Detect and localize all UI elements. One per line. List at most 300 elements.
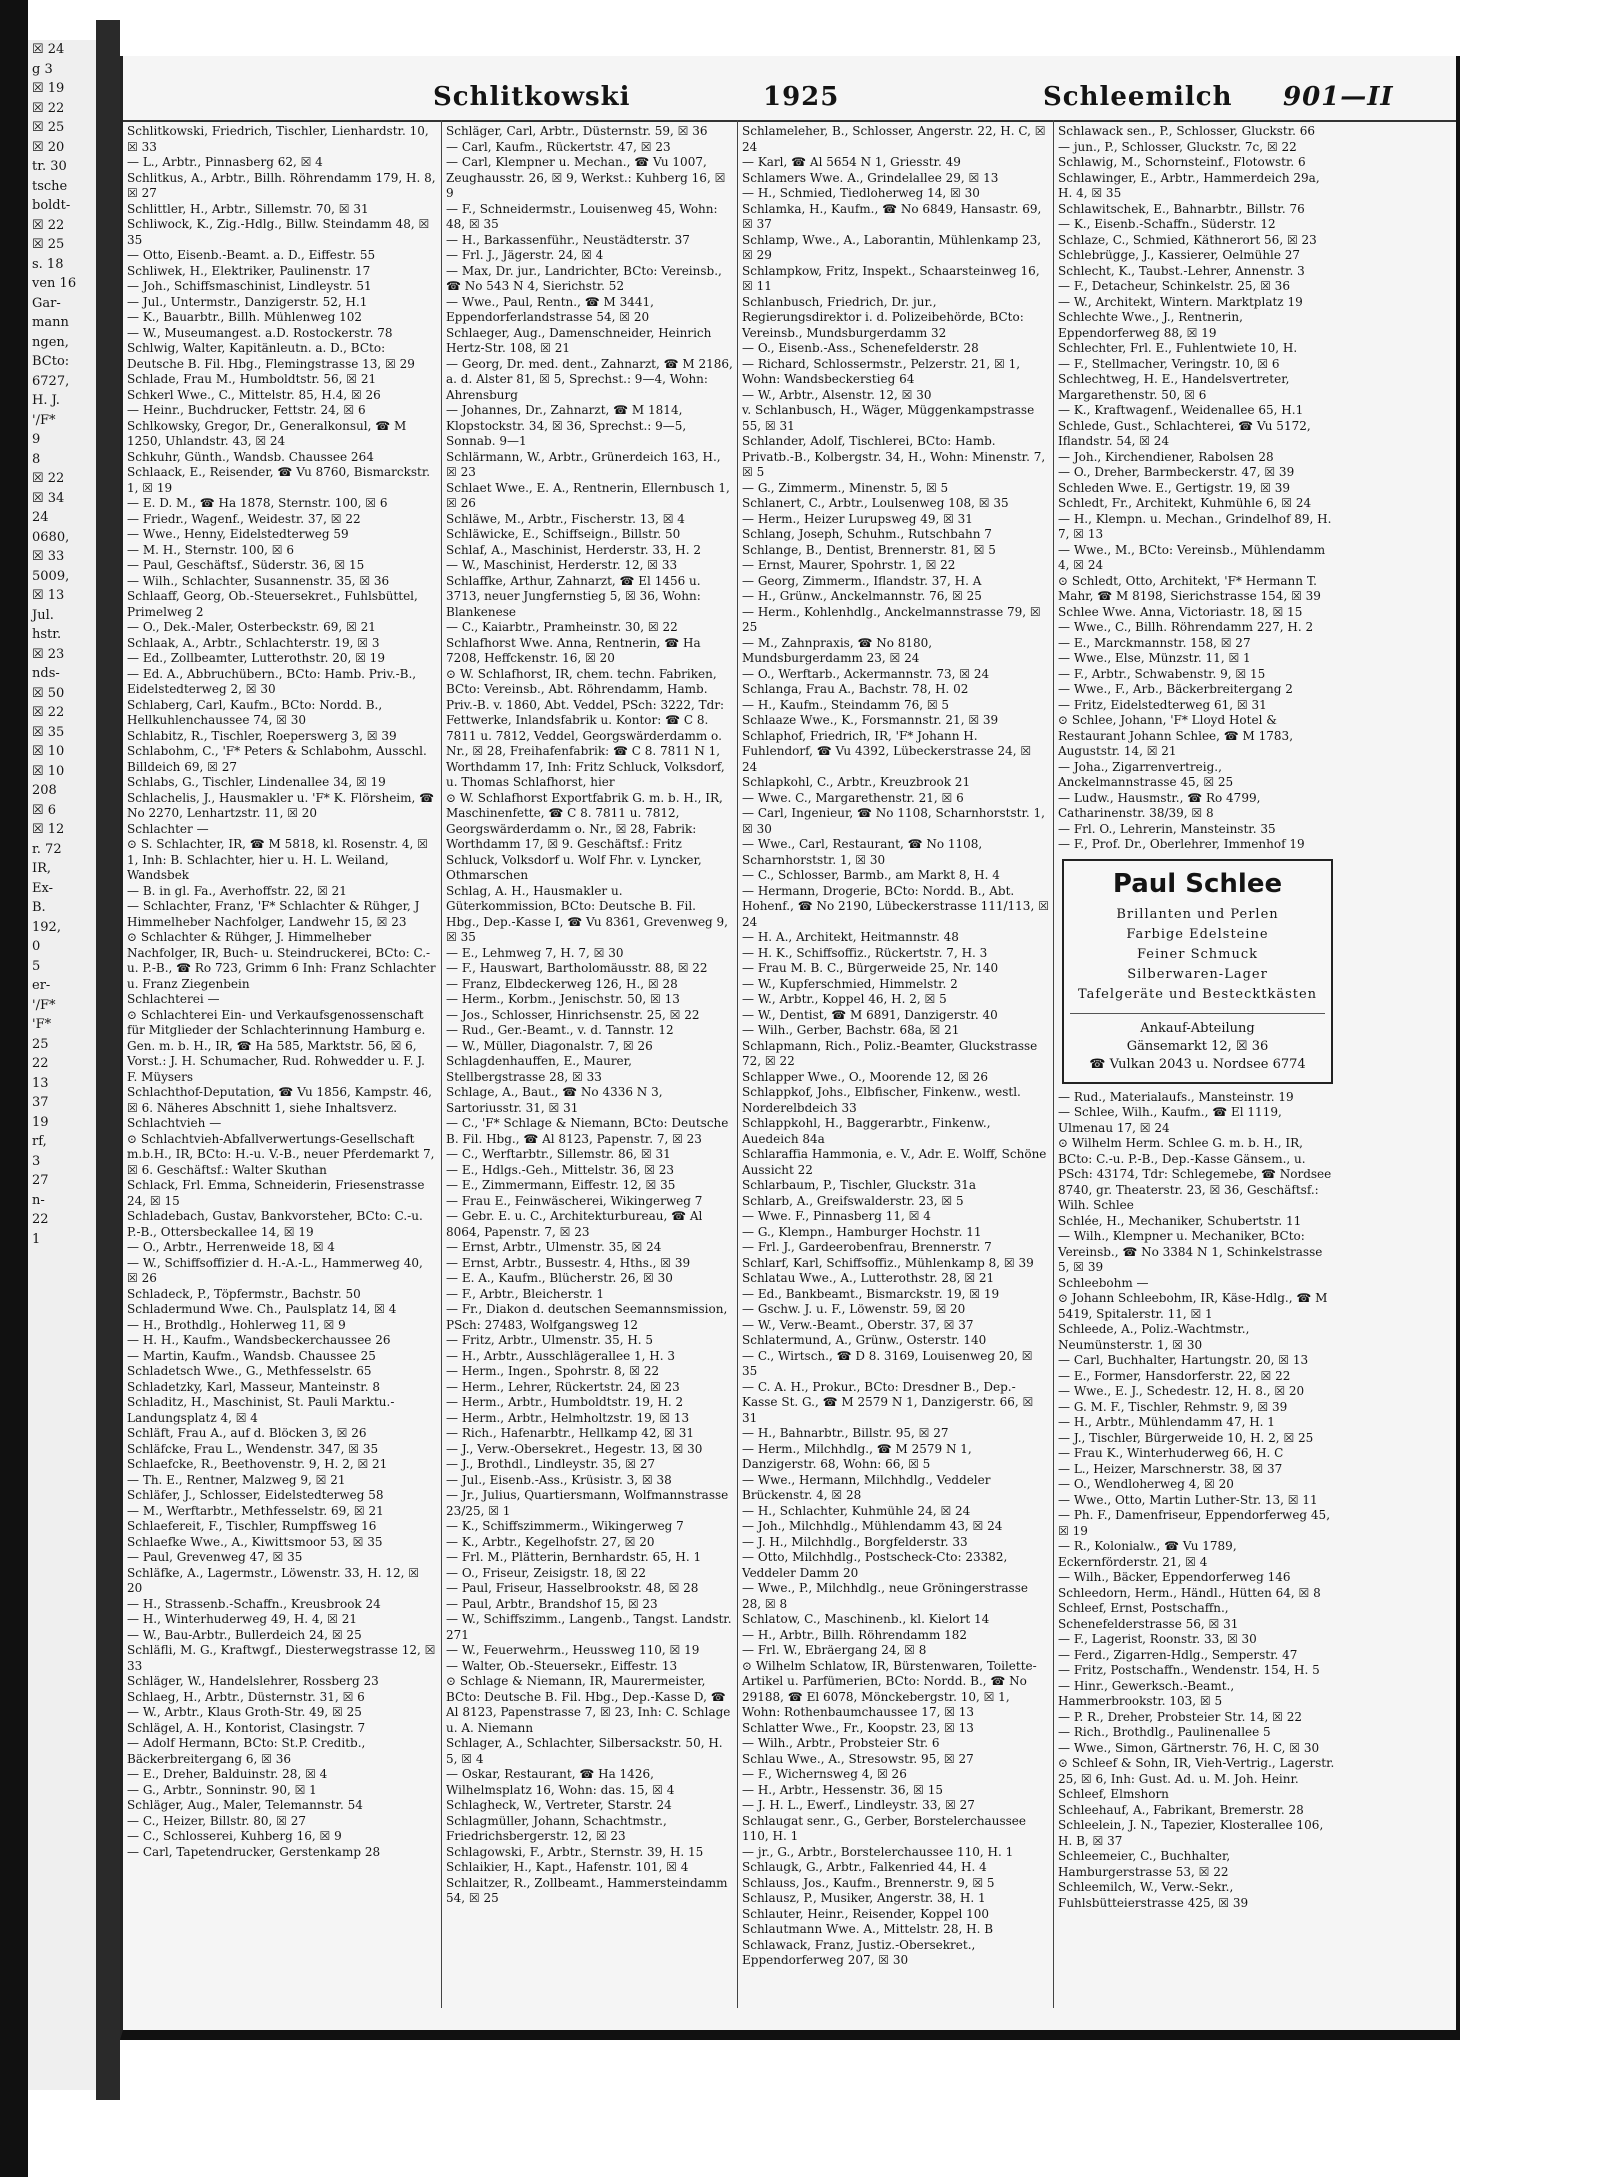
directory-entry: Schlaet Wwe., E. A., Rentnerin, Ellernbusch 1, ☒ 26 xyxy=(446,480,730,510)
directory-entry: Schlatow, C., Maschinenb., kl. Kielort 14 xyxy=(742,1612,990,1626)
directory-entry: Schläger, Carl, Arbtr., Düsternstr. 59, ☒ 36 xyxy=(446,124,708,138)
directory-entry: — Ferd., Zigarren-Hdlg., Semperstr. 47 xyxy=(1058,1647,1298,1662)
previous-page-text-fragment: 192, xyxy=(32,919,61,935)
directory-entry: — Frl. J., Jägerstr. 24, ☒ 4 xyxy=(446,248,604,262)
directory-entry: — Wwe., E. J., Schedestr. 12, H. 8., ☒ 20 xyxy=(1058,1384,1305,1398)
directory-entry: Schladermund Wwe. Ch., Paulsplatz 14, ☒ 4 xyxy=(127,1302,397,1316)
directory-entry: Schlwig, Walter, Kapitänleutn. a. D., BCto: Deutsche B. Fil. Hbg., Flemingstrasse 13, ☒ 29 xyxy=(127,341,415,371)
directory-entry: — E. D. M., ☎ Ha 1878, Sternstr. 100, ☒ 6 xyxy=(127,496,388,510)
directory-entry: — Rich., Hafenarbtr., Hellkamp 42, ☒ 31 xyxy=(446,1426,695,1440)
directory-entry: ⊙ Schleef & Sohn, IR, Vieh-Vertrig., Lagerstr. 25, ☒ 6, Inh: Gust. Ad. u. M. Joh. Heinr. Schleef, Elmshorn xyxy=(1058,1756,1335,1801)
directory-entry: — Carl, Buchhalter, Hartungstr. 20, ☒ 13 xyxy=(1058,1353,1309,1367)
directory-entry: — E. A., Kaufm., Blücherstr. 26, ☒ 30 xyxy=(446,1271,673,1285)
directory-entry: Schlager, A., Schlachter, Silbersackstr. 50, H. 5, ☒ 4 xyxy=(446,1736,723,1766)
directory-entry: — J. H. L., Ewerf., Lindleystr. 33, ☒ 27 xyxy=(742,1798,975,1812)
directory-entry: — Frl. J., Gardeerobenfrau, Brennerstr. 7 xyxy=(742,1240,992,1254)
directory-entry: — Franz, Elbdeckerweg 126, H., ☒ 28 xyxy=(446,976,678,991)
page-number: 901—II xyxy=(1283,82,1394,112)
directory-entry: Schladitz, H., Maschinist, St. Pauli Marktu.-Landungsplatz 4, ☒ 4 xyxy=(127,1395,395,1425)
previous-page-text-fragment: ☒ 13 xyxy=(32,588,65,603)
directory-entry: — K., Bauarbtr., Billh. Mühlenweg 102 xyxy=(127,310,363,324)
directory-entry: Schlaeg, H., Arbtr., Düsternstr. 31, ☒ 6 xyxy=(127,1689,365,1704)
directory-entry: Schlamers Wwe. A., Grindelallee 29, ☒ 13 xyxy=(742,170,999,185)
directory-entry: Schleehauf, A., Fabrikant, Bremerstr. 28 xyxy=(1058,1802,1304,1817)
previous-page-text-fragment: hstr. xyxy=(32,627,62,642)
directory-entry: — Carl, Tapetendrucker, Gerstenkamp 28 xyxy=(127,1844,381,1859)
directory-entry: Schlabitz, R., Tischler, Roeperswerg 3, ☒ 39 xyxy=(127,728,397,743)
directory-entry: — Gebr. E. u. C., Architekturbureau, ☎ Al 8064, Papenstr. 7, ☒ 23 xyxy=(446,1209,703,1239)
directory-entry: Schlaitzer, R., Zollbeamt., Hammersteindamm 54, ☒ 25 xyxy=(446,1875,728,1905)
directory-entry: Schlaack, E., Reisender, ☎ Vu 8760, Bismarckstr. 1, ☒ 19 xyxy=(127,465,431,495)
previous-page-text-fragment: ven 16 xyxy=(32,276,77,291)
directory-entry: Schlebrügge, J., Kassierer, Oelmühle 27 xyxy=(1058,248,1301,262)
directory-entry: — Hinr., Gewerksch.-Beamt., Hammerbrookstr. 103, ☒ 5 xyxy=(1058,1678,1235,1708)
directory-entry: Schliwek, H., Elektriker, Paulinenstr. 17 xyxy=(127,263,371,278)
directory-entry: Schlachelis, J., Hausmakler u. 'F* K. Flörsheim, ☎ No 2270, Lenhartzstr. 11, ☒ 20 xyxy=(127,790,435,820)
directory-entry: Schläwe, M., Arbtr., Fischerstr. 13, ☒ 4 xyxy=(446,511,685,526)
directory-entry: Schlachthof-Deputation, ☎ Vu 1856, Kampstr. 46, ☒ 6. Näheres Abschnitt 1, siehe Inhaltsverz. xyxy=(127,1085,432,1115)
previous-page-text-fragment: tsche xyxy=(32,178,68,194)
directory-entry: Schlade, Frau M., Humboldtstr. 56, ☒ 21 xyxy=(127,372,377,386)
previous-page-text-fragment: 208 xyxy=(32,783,57,798)
directory-entry: — C. A. H., Prokur., BCto: Dresdner B., Dep.-Kasse St. G., ☎ M 2579 N 1, Danzigerstr. 66, ☒ 31 xyxy=(742,1379,1034,1425)
directory-entry: ⊙ Schlachtvieh-Abfallverwertungs-Gesellschaft m.b.H., IR, BCto: H.-u. V.-B., neuer Pferdemarkt 7, ☒ 6. Geschäftsf.: Walter Skuthan xyxy=(127,1131,435,1177)
directory-entry: — Wwe., Hermann, Milchhdlg., Veddeler Brückenstr. 4, ☒ 28 xyxy=(742,1472,991,1502)
directory-entry: — Heinr., Buchdrucker, Fettstr. 24, ☒ 6 xyxy=(127,403,366,417)
previous-page-text-fragment: ☒ 33 xyxy=(32,549,65,564)
directory-entry: — Paul, Friseur, Hasselbrookstr. 48, ☒ 28 xyxy=(446,1581,699,1595)
directory-entry: Schlaberg, Carl, Kaufm., BCto: Nordd. B., Hellkuhlenchaussee 74, ☒ 30 xyxy=(127,697,383,727)
directory-entry: — Wilh., Gerber, Bachstr. 68a, ☒ 21 xyxy=(742,1023,960,1037)
directory-entry: Schlaf, A., Maschinist, Herderstr. 33, H. 2 xyxy=(446,542,701,557)
previous-page-text-fragment: ☒ 35 xyxy=(32,724,65,740)
directory-entry: — O., Dreher, Barmbeckerstr. 47, ☒ 39 xyxy=(1058,465,1295,479)
directory-entry: Schläfcke, Frau L., Wendenstr. 347, ☒ 35 xyxy=(127,1441,379,1456)
directory-entry: Schlaraffia Hammonia, e. V., Adr. E. Wolff, Schöne Aussicht 22 xyxy=(742,1147,1047,1177)
previous-page-text-fragment: 22 xyxy=(32,1212,49,1227)
directory-entry: — G., Arbtr., Sonninstr. 90, ☒ 1 xyxy=(127,1782,317,1797)
directory-entry: — G., Klempn., Hamburger Hochstr. 11 xyxy=(742,1224,982,1239)
directory-entry: — O., Eisenb.-Ass., Schenefelderstr. 28 xyxy=(742,341,979,355)
directory-entry: Schläger, W., Handelslehrer, Rossberg 23 xyxy=(127,1674,379,1688)
previous-page-text-fragment: er- xyxy=(32,978,51,993)
directory-entry: — Joh., Kirchendiener, Rabolsen 28 xyxy=(1058,449,1274,464)
previous-page-text-fragment: B. xyxy=(32,900,46,915)
directory-entry: — Joh., Schiffsmaschinist, Lindleystr. 51 xyxy=(127,279,372,293)
directory-entry: Schlapmann, Rich., Poliz.-Beamter, Gluckstrasse 72, ☒ 22 xyxy=(742,1038,1038,1068)
previous-page-text-fragment: 24 xyxy=(32,510,49,525)
directory-entry: — M., Werftarbtr., Methfesselstr. 69, ☒ 21 xyxy=(127,1503,384,1518)
directory-entry: Schlaefke Wwe., A., Kiwittsmoor 53, ☒ 35 xyxy=(127,1534,383,1549)
directory-entry: Schlauter, Heinr., Reisender, Koppel 100 xyxy=(742,1906,990,1921)
directory-entry: Schlechter, Frl. E., Fuhlentwiete 10, H. xyxy=(1058,341,1298,355)
directory-entry: — Johannes, Dr., Zahnarzt, ☎ M 1814, Klopstockstr. 34, ☒ 36, Sprechst.: 9—5, Sonnab. 9—1 xyxy=(446,403,687,448)
directory-entry: — C., 'F* Schlage & Niemann, BCto: Deutsche B. Fil. Hbg., ☎ Al 8123, Papenstr. 7, ☒ 23 xyxy=(446,1116,729,1146)
directory-entry: — Frau E., Feinwäscherei, Wikingerweg 7 xyxy=(446,1193,703,1208)
previous-page-text-fragment: ☒ 10 xyxy=(32,763,65,779)
directory-entry: — G., Zimmerm., Minenstr. 5, ☒ 5 xyxy=(742,480,949,495)
directory-entry: — Rud., Materialaufs., Mansteinstr. 19 xyxy=(1058,1089,1294,1104)
directory-entry: — Jos., Schlosser, Hinrichsenstr. 25, ☒ 22 xyxy=(446,1007,700,1022)
directory-entry: — W., Arbtr., Koppel 46, H. 2, ☒ 5 xyxy=(742,992,947,1006)
column-4-entries-top xyxy=(1058,124,1337,853)
directory-entry: — Carl, Klempner u. Mechan., ☎ Vu 1007, Zeughausstr. 26, ☒ 9, Werkst.: Kuhberg 16, ☒ 9 xyxy=(446,155,726,200)
previous-page-text-fragment: ☒ 19 xyxy=(32,81,65,96)
directory-entry: Schlagheck, W., Vertreter, Starstr. 24 xyxy=(446,1798,672,1812)
directory-entry: Schlaefcke, R., Beethovenstr. 9, H. 2, ☒ 21 xyxy=(127,1457,388,1471)
ad-line: Farbige Edelsteine xyxy=(1126,926,1269,942)
directory-entry: Schlaphof, Friedrich, IR, 'F* Johann H. Fuhlendorf, ☎ Vu 4392, Lübeckerstrasse 24, ☒ 24 xyxy=(742,728,1032,774)
directory-entry: — Frl. O., Lehrerin, Mansteinstr. 35 xyxy=(1058,821,1276,836)
directory-entry: — Hermann, Drogerie, BCto: Nordd. B., Abt. Hohenf., ☎ No 2190, Lübeckerstrasse 111/113, ☒ 24 xyxy=(742,883,1049,929)
directory-entry: — Herm., Lehrer, Rückertstr. 24, ☒ 23 xyxy=(446,1379,680,1394)
directory-entry: — jr., G., Arbtr., Borstelerchaussee 110, H. 1 xyxy=(742,1844,1014,1859)
ad-line: Feiner Schmuck xyxy=(1137,946,1258,962)
ad-line: Silberwaren-Lager xyxy=(1127,966,1268,982)
directory-entry: — Walter, Ob.-Steuersekr., Eiffestr. 13 xyxy=(446,1658,678,1673)
directory-entry: Schlatter Wwe., Fr., Koopstr. 23, ☒ 13 xyxy=(742,1720,974,1735)
directory-entry: Schlaikier, H., Kapt., Hafenstr. 101, ☒ 4 xyxy=(446,1860,689,1874)
directory-entry: ⊙ Schledt, Otto, Architekt, 'F* Hermann T. Mahr, ☎ M 8198, Sierichstrasse 154, ☒ 39 xyxy=(1058,573,1321,603)
directory-entry: Schlage, A., Baut., ☎ No 4336 N 3, Sartoriusstr. 31, ☒ 31 xyxy=(446,1085,663,1115)
directory-entry: — K., Kraftwagenf., Weidenallee 65, H.1 xyxy=(1058,403,1304,417)
directory-entry: Schleemeier, C., Buchhalter, Hamburgerstrasse 53, ☒ 22 xyxy=(1058,1849,1231,1879)
directory-entry: ⊙ Wilhelm Herm. Schlee G. m. b. H., IR, BCto: C.-u. P.-B., Dep.-Kasse Gänsem., u. PSch: 43174, Tdr: Schlegemebe, ☎ Nordsee 8740, gr. Theaterstr. 23, ☒ 36, Geschäftsf.: Wilh. Schlee xyxy=(1058,1136,1332,1212)
directory-entry: — H., Brothdlg., Hohlerweg 11, ☒ 9 xyxy=(127,1317,346,1332)
directory-entry: ⊙ Schlachterei Ein- und Verkaufsgenossenschaft für Mitglieder der Schlachterinnung Hamburg e. Gen. m. b. H., IR, ☎ Ha 585, Marktstr. 56, ☒ 6, Vorst.: J. H. Schumacher, Rud. Rohwedder u. F. J. F. Müysers xyxy=(127,1007,426,1084)
directory-entry: Schlittler, H., Arbtr., Sillemstr. 70, ☒ 31 xyxy=(127,201,369,216)
directory-entry: — J., Verw.-Obersekret., Hegestr. 13, ☒ 30 xyxy=(446,1441,703,1456)
directory-entry: — Wwe., Else, Münzstr. 11, ☒ 1 xyxy=(1058,651,1251,665)
directory-entry: ⊙ Schlage & Niemann, IR, Maurermeister, BCto: Deutsche B. Fil. Hbg., Dep.-Kasse D, ☎ Al 8123, Papenstrasse 7, ☒ 23, Inh: C. Schlage u. A. Niemann xyxy=(446,1674,731,1735)
directory-entry: — P. R., Dreher, Probsteier Str. 14, ☒ 22 xyxy=(1058,1709,1303,1724)
directory-entry: — Wwe., Henny, Eidelstedterweg 59 xyxy=(127,527,349,541)
directory-entry: — K., Eisenb.-Schaffn., Süderstr. 12 xyxy=(1058,217,1276,231)
directory-entry: — Georg, Dr. med. dent., Zahnarzt, ☎ M 2186, a. d. Alster 81, ☒ 5, Sprechst.: 9—4, Wohn: Ahrensburg xyxy=(446,356,733,402)
directory-entry: Schlägel, A. H., Kontorist, Clasingstr. 7 xyxy=(127,1720,366,1735)
directory-entry: — W., Maschinist, Herderstr. 12, ☒ 33 xyxy=(446,558,678,572)
directory-entry: — Rich., Brothdlg., Paulinenallee 5 xyxy=(1058,1725,1271,1739)
directory-entry: — Frau M. B. C., Bürgerweide 25, Nr. 140 xyxy=(742,961,999,975)
directory-entry: Schleelein, J. N., Tapezier, Klosterallee 106, H. B, ☒ 37 xyxy=(1058,1818,1324,1848)
directory-entry: Schlaefereit, F., Tischler, Rumpffsweg 16 xyxy=(127,1519,377,1533)
directory-entry: — Carl, Kaufm., Rückertstr. 47, ☒ 23 xyxy=(446,139,671,154)
directory-entry: Schlafhorst Wwe. Anna, Rentnerin, ☎ Ha 7208, Heffckenstr. 16, ☒ 20 xyxy=(446,635,701,665)
directory-entry: — K., Schiffszimmerm., Wikingerweg 7 xyxy=(446,1519,684,1533)
directory-entry: Schlarbaum, P., Tischler, Gluckstr. 31a xyxy=(742,1178,977,1192)
directory-entry: Schlappkohl, H., Baggerarbtr., Finkenw., Auedeich 84a xyxy=(742,1116,991,1146)
directory-entry: v. Schlanbusch, H., Wäger, Müggenkampstrasse 55, ☒ 31 xyxy=(742,403,1035,433)
directory-entry: — F., Arbtr., Bleicherstr. 1 xyxy=(446,1286,605,1301)
previous-page-text-fragment: ☒ 22 xyxy=(32,705,65,720)
directory-entry: — O., Friseur, Zeisigstr. 18, ☒ 22 xyxy=(446,1565,647,1580)
directory-entry: — J. H., Milchhdlg., Borgfelderstr. 33 xyxy=(742,1534,968,1549)
previous-page-fragment xyxy=(28,40,98,2090)
directory-entry: Schlaugat senr., G., Gerber, Borstelerchaussee 110, H. 1 xyxy=(742,1813,1026,1843)
directory-entry: — F., Prof. Dr., Oberlehrer, Immenhof 19 xyxy=(1058,837,1305,851)
directory-entry: Schlaffke, Arthur, Zahnarzt, ☎ El 1456 u. 3713, neuer Jungfernstieg 5, ☒ 36, Wohn: Blankenese xyxy=(446,573,701,619)
ad-line: Tafelgeräte und Bestecktkästen xyxy=(1077,986,1318,1002)
directory-entry: — H., Arbtr., Mühlendamm 47, H. 1 xyxy=(1058,1415,1275,1429)
directory-entry: — jun., P., Schlosser, Gluckstr. 7c, ☒ 22 xyxy=(1058,139,1297,154)
directory-entry: — Wwe., M., BCto: Vereinsb., Mühlendamm 4, ☒ 24 xyxy=(1058,542,1326,572)
directory-entry: Schlechtweg, H. E., Handelsvertreter, Margarethenstr. 50, ☒ 6 xyxy=(1058,372,1290,402)
directory-entry: — Otto, Milchhdlg., Postscheck-Cto: 23382, Veddeler Damm 20 xyxy=(742,1550,1008,1580)
previous-page-text-fragment: n- xyxy=(32,1192,45,1208)
ad-phone: ☎ Vulkan 2043 u. Nordsee 6774 xyxy=(1089,1056,1306,1072)
directory-entry: ⊙ W. Schlafhorst, IR, chem. techn. Fabriken, BCto: Vereinsb., Abt. Röhrendamm, Hamb. Priv.-B. v. 1860, Abt. Veddel, PSch: 3222, Tdr: Fettwerke, Inlandsfabrik u. Kontor: ☎ C 8. 7811 u. 7812, Veddel, Georgswärderdamm o. Nr., ☒ 28, Freihafenfabrik: ☎ C 8. 7811 N 1, Worthdamm 17, Inh: Fritz Schluck, Volksdorf, u. Thomas Schlafhorst, hier xyxy=(446,666,725,789)
column-3 xyxy=(737,120,1053,2008)
directory-entry: — Adolf Hermann, BCto: St.P. Creditb., Bäckerbreitergang 6, ☒ 36 xyxy=(127,1736,366,1766)
directory-entry: — Georg, Zimmerm., Iflandstr. 37, H. A xyxy=(742,573,982,588)
directory-entry: — F., Schneidermstr., Louisenweg 45, Wohn: 48, ☒ 35 xyxy=(446,201,718,231)
directory-entry: Schlawack sen., P., Schlosser, Gluckstr. 66 xyxy=(1058,124,1316,138)
directory-entry: — Frl. W., Ebräergang 24, ☒ 8 xyxy=(742,1643,927,1657)
directory-entry: — Carl, Ingenieur, ☎ No 1108, Scharnhorststr. 1, ☒ 30 xyxy=(742,806,1045,836)
directory-entry: — C., Heizer, Billstr. 80, ☒ 27 xyxy=(127,1813,306,1828)
column-4-entries-bottom xyxy=(1058,1090,1337,1912)
previous-page-text-fragment: ☒ 24 xyxy=(32,42,65,57)
directory-entry: — Fritz, Arbtr., Ulmenstr. 35, H. 5 xyxy=(446,1333,654,1347)
directory-entry: — Otto, Eisenb.-Beamt. a. D., Eiffestr. 55 xyxy=(127,248,376,262)
directory-entry: — Ph. F., Damenfriseur, Eppendorferweg 45, ☒ 19 xyxy=(1058,1508,1331,1538)
directory-entry: — C., Schlosser, Barmb., am Markt 8, H. 4 xyxy=(742,868,1000,882)
directory-entry: Schlamp, Wwe., A., Laborantin, Mühlenkamp 23, ☒ 29 xyxy=(742,232,1042,262)
directory-entry: Schliwock, K., Zig.-Hdlg., Billw. Steindamm 48, ☒ 35 xyxy=(127,217,430,247)
directory-entry: — M. H., Sternstr. 100, ☒ 6 xyxy=(127,542,295,557)
directory-entry: Schlagowski, F., Arbtr., Sternstr. 39, H. 15 xyxy=(446,1844,704,1859)
directory-entry: — F., Arbtr., Schwabenstr. 9, ☒ 15 xyxy=(1058,666,1266,681)
directory-entry: — Paul, Geschäftsf., Süderstr. 36, ☒ 15 xyxy=(127,558,365,572)
directory-entry: — F., Lagerist, Roonstr. 33, ☒ 30 xyxy=(1058,1632,1257,1646)
directory-entry: — Herm., Kohlenhdlg., Anckelmannstrasse 79, ☒ 25 xyxy=(742,604,1041,634)
directory-entry: ⊙ Johann Schleebohm, IR, Käse-Hdlg., ☎ M 5419, Spitalerstr. 11, ☒ 1 xyxy=(1058,1291,1328,1321)
ad-department: Ankauf-Abteilung xyxy=(1070,1013,1325,1038)
previous-page-text-fragment: tr. 30 xyxy=(32,159,67,174)
directory-entry: — Schlee, Wilh., Kaufm., ☎ El 1119, Ulmenau 17, ☒ 24 xyxy=(1058,1105,1282,1135)
directory-entry: — Rud., Ger.-Beamt., v. d. Tannstr. 12 xyxy=(446,1023,674,1037)
directory-entry: Schlapper Wwe., O., Moorende 12, ☒ 26 xyxy=(742,1069,989,1084)
directory-entry: — Herm., Milchhdlg., ☎ M 2579 N 1, Danzigerstr. 68, Wohn: 66, ☒ 5 xyxy=(742,1441,972,1471)
directory-entry: Schleef, Ernst, Postschaffn., Schenefelderstrasse 56, ☒ 31 xyxy=(1058,1601,1239,1631)
previous-page-text-fragment: ☒ 6 xyxy=(32,802,57,818)
directory-entry: — H., Klempn. u. Mechan., Grindelhof 89, H. 7, ☒ 13 xyxy=(1058,511,1332,541)
directory-entry: — F., Wichernsweg 4, ☒ 26 xyxy=(742,1767,907,1781)
directory-entry: ⊙ S. Schlachter, IR, ☎ M 5818, kl. Rosenstr. 4, ☒ 1, Inh: B. Schlachter, hier u. H. L. Weiland, Wandsbek xyxy=(127,837,428,882)
directory-entry: Schlitkowski, Friedrich, Tischler, Lienhardstr. 10, ☒ 33 xyxy=(127,124,429,154)
directory-entry: Schläfer, J., Schlosser, Eidelstedterweg 58 xyxy=(127,1488,384,1502)
directory-entry: — Joha., Zigarrenvertreig., Anckelmannstrasse 45, ☒ 25 xyxy=(1058,759,1234,789)
directory-entry: Schlampkow, Fritz, Inspekt., Schaarsteinweg 16, ☒ 11 xyxy=(742,263,1040,293)
column-1 xyxy=(123,120,441,2008)
previous-page-text-fragment: 37 xyxy=(32,1095,49,1110)
directory-entry: — H., Strassenb.-Schaffn., Kreusbrook 24 xyxy=(127,1596,381,1611)
directory-entry: — Ernst, Arbtr., Ulmenstr. 35, ☒ 24 xyxy=(446,1240,662,1254)
previous-page-text-fragment: 1 xyxy=(32,1231,41,1247)
directory-entry: — Herm., Korbm., Jenischstr. 50, ☒ 13 xyxy=(446,992,680,1006)
previous-page-text-fragment: 5009, xyxy=(32,568,70,584)
directory-entry: Schlanga, Frau A., Bachstr. 78, H. 02 xyxy=(742,682,969,696)
directory-entry: Schkuhr, Günth., Wandsb. Chaussee 264 xyxy=(127,449,374,464)
directory-entry: — H., Arbtr., Billh. Röhrendamm 182 xyxy=(742,1627,968,1642)
directory-entry: — Wwe., Paul, Rentn., ☎ M 3441, Eppendorferlandstrasse 54, ☒ 20 xyxy=(446,294,654,324)
directory-entry: — Richard, Schlossermstr., Pelzerstr. 21, ☒ 1, Wohn: Wandsbeckerstieg 64 xyxy=(742,356,1021,386)
directory-entry: ⊙ Schlee, Johann, 'F* Lloyd Hotel & Restaurant Johann Schlee, ☎ M 1783, Auguststr. 14, ☒ 21 xyxy=(1058,713,1294,758)
previous-page-text-fragment: 25 xyxy=(32,1036,49,1052)
directory-entry: Schlachtvieh — xyxy=(127,1116,222,1130)
previous-page-text-fragment: g 3 xyxy=(32,61,53,77)
directory-entry: — J., Tischler, Bürgerweide 10, H. 2, ☒ 25 xyxy=(1058,1430,1314,1445)
directory-entry: Schlachter — xyxy=(127,821,209,836)
previous-page-text-fragment: nds- xyxy=(32,666,60,681)
header-first-entry: Schlitkowski xyxy=(433,82,631,112)
directory-entry: — H., Kaufm., Steindamm 76, ☒ 5 xyxy=(742,697,950,712)
advertisement-box xyxy=(1062,859,1333,1084)
directory-entry: — E., Lehmweg 7, H. 7, ☒ 30 xyxy=(446,945,624,960)
directory-entry: — W., Schiffszimm., Langenb., Tangst. Landstr. 271 xyxy=(446,1612,732,1642)
directory-entry: — H., Barkassenführ., Neustädterstr. 37 xyxy=(446,232,690,247)
directory-entry: Schlang, Joseph, Schuhm., Rutschbahn 7 xyxy=(742,527,992,541)
directory-entry: Schlaak, A., Arbtr., Schlachterstr. 19, ☒ 3 xyxy=(127,635,380,650)
directory-entry: Schlée, H., Mechaniker, Schubertstr. 11 xyxy=(1058,1213,1302,1228)
directory-entry: Schlausz, P., Musiker, Angerstr. 38, H. 1 xyxy=(742,1891,986,1905)
header-last-entry: Schleemilch xyxy=(1043,82,1233,112)
directory-entry: Schläfke, A., Lagermstr., Löwenstr. 33, H. 12, ☒ 20 xyxy=(127,1565,420,1595)
previous-page-text-fragment: Ex- xyxy=(32,880,53,896)
previous-page-text-fragment: 9 xyxy=(32,432,41,447)
directory-entry: — E., Dreher, Balduinstr. 28, ☒ 4 xyxy=(127,1767,328,1781)
directory-entry: Schlawinger, E., Arbtr., Hammerdeich 29a, H. 4, ☒ 35 xyxy=(1058,170,1320,200)
directory-entry: — Herm., Ingen., Spohrstr. 8, ☒ 22 xyxy=(446,1364,660,1378)
previous-page-text-fragment: ☒ 23 xyxy=(32,646,65,662)
previous-page-text-fragment: mann xyxy=(32,315,69,330)
directory-entry: — Wilh., Schlachter, Susannenstr. 35, ☒ 36 xyxy=(127,573,390,588)
directory-entry: — Jr., Julius, Quartiersmann, Wolfmannstrasse 23/25, ☒ 1 xyxy=(446,1488,729,1518)
directory-entry: Schleede, A., Poliz.-Wachtmstr., Neumünsterstr. 1, ☒ 30 xyxy=(1058,1322,1250,1352)
directory-entry: — O., Dek.-Maler, Osterbeckstr. 69, ☒ 21 xyxy=(127,620,376,634)
directory-entry: Schlagdenhauffen, E., Maurer, Stellbergstrasse 28, ☒ 33 xyxy=(446,1054,632,1084)
directory-entry: — G. M. F., Tischler, Rehmstr. 9, ☒ 39 xyxy=(1058,1399,1288,1414)
column-2 xyxy=(441,120,737,2008)
directory-entry: — Wwe., P., Milchhdlg., neue Gröningerstrasse 28, ☒ 8 xyxy=(742,1581,1028,1611)
directory-entry: — H. K., Schiffsoffiz., Rückertstr. 7, H. 3 xyxy=(742,945,988,960)
previous-page-text-fragment: Jul. xyxy=(32,607,54,623)
directory-entry: Schlaaff, Georg, Ob.-Steuersekret., Fuhlsbüttel, Primelweg 2 xyxy=(127,589,418,619)
directory-entry: Schlitkus, A., Arbtr., Billh. Röhrendamm 179, H. 8, ☒ 27 xyxy=(127,170,436,200)
directory-entry: Schladeck, P., Töpfermstr., Bachstr. 50 xyxy=(127,1286,361,1301)
previous-page-text-fragment: 19 xyxy=(32,1114,49,1130)
directory-entry: Schläger, Aug., Maler, Telemannstr. 54 xyxy=(127,1798,363,1812)
directory-entry: — Martin, Kaufm., Wandsb. Chaussee 25 xyxy=(127,1348,376,1363)
directory-entry: ⊙ Schlachter & Rühger, J. Himmelheber Nachfolger, IR, Buch- u. Steindruckerei, BCto: C.-u. P.-B., ☎ Ro 723, Grimm 6 Inh: Franz Schlachter u. Franz Ziegenbein xyxy=(127,930,436,991)
directory-entry: — Paul, Grevenweg 47, ☒ 35 xyxy=(127,1550,303,1564)
previous-page-text-fragment: r. 72 xyxy=(32,841,62,857)
directory-entry: — Max, Dr. jur., Landrichter, BCto: Vereinsb., ☎ No 543 N 4, Sierichstr. 52 xyxy=(446,263,722,293)
directory-entry: Schlag, A. H., Hausmakler u. Güterkommission, BCto: Deutsche B. Fil. Hbg., Dep.-Kasse I, ☎ Vu 8361, Grevenweg 9, ☒ 35 xyxy=(446,883,728,944)
directory-entry: — Oskar, Restaurant, ☎ Ha 1426, Wilhelmsplatz 16, Wohn: das. 15, ☒ 4 xyxy=(446,1767,675,1797)
directory-entry: — F., Detacheur, Schinkelstr. 25, ☒ 36 xyxy=(1058,279,1290,293)
directory-entry: Schläfli, M. G., Kraftwgf., Diesterwegstrasse 12, ☒ 33 xyxy=(127,1643,436,1673)
directory-entry: Schlauss, Jos., Kaufm., Brennerstr. 9, ☒ 5 xyxy=(742,1875,995,1890)
directory-entry: — C., Kaiarbtr., Pramheinstr. 30, ☒ 22 xyxy=(446,620,678,634)
directory-entry: — H., Arbtr., Ausschlägerallee 1, H. 3 xyxy=(446,1348,676,1363)
directory-entry: ⊙ W. Schlafhorst Exportfabrik G. m. b. H., IR, Maschinenfette, ☎ C 8. 7811 u. 7812, Georgswärderdamm o. Nr., ☒ 28, Fabrik: Worthdamm 17, ☒ 9. Geschäftsf.: Fritz Schluck, Volksdorf u. Wolf Fhr. v. Lyncker, Othmarschen xyxy=(446,790,723,882)
previous-page-text-fragment: ☒ 22 xyxy=(32,471,65,486)
previous-page-text-fragment: ☒ 22 xyxy=(32,100,65,116)
directory-entry: — F., Stellmacher, Veringstr. 10, ☒ 6 xyxy=(1058,356,1280,371)
directory-entry: — Wwe. C., Margarethenstr. 21, ☒ 6 xyxy=(742,790,964,805)
directory-entry: — Herm., Arbtr., Helmholtzstr. 19, ☒ 13 xyxy=(446,1410,690,1425)
previous-page-text-fragment: 0680, xyxy=(32,529,70,545)
directory-entry: Schlarb, A., Greifswalderstr. 23, ☒ 5 xyxy=(742,1193,964,1208)
directory-entry: — H., Schmied, Tiedloherweg 14, ☒ 30 xyxy=(742,186,980,200)
directory-entry: — W., Schiffsoffizier d. H.-A.-L., Hammerweg 40, ☒ 26 xyxy=(127,1255,423,1285)
directory-entry: — Fritz, Postschaffn., Wendenstr. 154, H. 5 xyxy=(1058,1663,1320,1677)
directory-entry: — Wwe., Carl, Restaurant, ☎ No 1108, Scharnhorststr. 1, ☒ 30 xyxy=(742,837,983,867)
directory-entry: — Herm., Arbtr., Humboldtstr. 19, H. 2 xyxy=(446,1395,684,1409)
page-header xyxy=(123,74,1460,122)
previous-page-text-fragment: '/F* xyxy=(32,997,56,1013)
directory-entry: — W., Arbtr., Alsenstr. 12, ☒ 30 xyxy=(742,387,932,402)
directory-entry: — Jul., Untermstr., Danzigerstr. 52, H.1 xyxy=(127,294,368,309)
directory-entry: Schlawig, M., Schornsteinf., Flotowstr. 6 xyxy=(1058,155,1306,169)
directory-entry: Schläwicke, E., Schiffseign., Billstr. 50 xyxy=(446,527,681,541)
directory-entry: Schlautmann Wwe. A., Mittelstr. 28, H. B xyxy=(742,1922,994,1936)
directory-entry: Schladetzky, Karl, Masseur, Manteinstr. 8 xyxy=(127,1379,380,1394)
directory-entry: Schlappkof, Johs., Elbfischer, Finkenw., westl. Norderelbdeich 33 xyxy=(742,1085,1021,1115)
directory-entry: — W., Müller, Diagonalstr. 7, ☒ 26 xyxy=(446,1038,653,1053)
directory-entry: — L., Heizer, Marschnerstr. 38, ☒ 37 xyxy=(1058,1461,1283,1476)
directory-entry: — Herm., Heizer Lurupsweg 49, ☒ 31 xyxy=(742,511,973,526)
directory-entry: — Th. E., Rentner, Malzweg 9, ☒ 21 xyxy=(127,1472,346,1487)
directory-entry: — Ernst, Maurer, Spohrstr. 1, ☒ 22 xyxy=(742,558,956,572)
directory-entry: Schläft, Frau A., auf d. Blöcken 3, ☒ 26 xyxy=(127,1426,367,1440)
directory-entry: Schlabs, G., Tischler, Lindenallee 34, ☒ 19 xyxy=(127,775,386,789)
directory-entry: — H. A., Architekt, Heitmannstr. 48 xyxy=(742,930,959,944)
directory-entry: — C., Wirtsch., ☎ D 8. 3169, Louisenweg 20, ☒ 35 xyxy=(742,1348,1033,1378)
directory-entry: — E., Zimmermann, Eiffestr. 12, ☒ 35 xyxy=(446,1178,676,1192)
directory-entry: — O., Wendloherweg 4, ☒ 20 xyxy=(1058,1477,1234,1491)
directory-entry: — H., Arbtr., Hessenstr. 36, ☒ 15 xyxy=(742,1782,943,1797)
directory-entry: Schlecht, K., Taubst.-Lehrer, Annenstr. 3 xyxy=(1058,263,1305,278)
directory-entry: — C., Werftarbtr., Sillemstr. 86, ☒ 31 xyxy=(446,1147,671,1161)
previous-page-text-fragment: '/F* xyxy=(32,412,56,428)
directory-entry: — H., Grünw., Anckelmannstr. 76, ☒ 25 xyxy=(742,589,982,603)
directory-entry: Schlärmann, W., Arbtr., Grünerdeich 163, H., ☒ 23 xyxy=(446,449,721,479)
directory-entry: — E., Former, Hansdorferstr. 22, ☒ 22 xyxy=(1058,1368,1291,1383)
directory-entry: — Frl. M., Plätterin, Bernhardstr. 65, H. 1 xyxy=(446,1550,702,1564)
directory-entry: Schlkowsky, Gregor, Dr., Generalkonsul, ☎ M 1250, Uhlandstr. 43, ☒ 24 xyxy=(127,418,407,448)
directory-entry: Schlawitschek, E., Bahnarbtr., Billstr. 76 xyxy=(1058,201,1305,216)
previous-page-text-fragment: ☒ 34 xyxy=(32,490,65,506)
directory-entry: Schlamka, H., Kaufm., ☎ No 6849, Hansastr. 69, ☒ 37 xyxy=(742,201,1042,231)
directory-entry: — C., Schlosserei, Kuhberg 16, ☒ 9 xyxy=(127,1829,342,1843)
previous-page-text-fragment: ☒ 20 xyxy=(32,139,65,155)
previous-page-text-fragment: ☒ 10 xyxy=(32,744,65,759)
directory-entry: Schlander, Adolf, Tischlerei, BCto: Hamb. Privatb.-B., Kolbergstr. 34, H., Wohn: Minenstr. 7, ☒ 5 xyxy=(742,434,1046,479)
directory-entry: — R., Kolonialw., ☎ Vu 1789, Eckernförderstr. 21, ☒ 4 xyxy=(1058,1539,1237,1569)
directory-entry: Schlaze, C., Schmied, Käthnerort 56, ☒ 23 xyxy=(1058,232,1317,247)
directory-entry: Schlaeger, Aug., Damenschneider, Heinrich Hertz-Str. 108, ☒ 21 xyxy=(446,325,712,355)
column-4 xyxy=(1053,120,1341,2008)
directory-entry: Schleedorn, Herm., Händl., Hütten 64, ☒ 8 xyxy=(1058,1585,1321,1600)
previous-page-text-fragment: 6727, xyxy=(32,373,70,389)
directory-entry: — Ed., Zollbeamter, Lutterothstr. 20, ☒ 19 xyxy=(127,651,385,665)
previous-page-text-fragment: 0 xyxy=(32,939,41,954)
previous-page-text-fragment: ☒ 25 xyxy=(32,120,65,135)
directory-entry: Schlawack, Franz, Justiz.-Obersekret., Eppendorferweg 207, ☒ 30 xyxy=(742,1937,976,1967)
directory-entry: — H. H., Kaufm., Wandsbeckerchaussee 26 xyxy=(127,1333,391,1347)
